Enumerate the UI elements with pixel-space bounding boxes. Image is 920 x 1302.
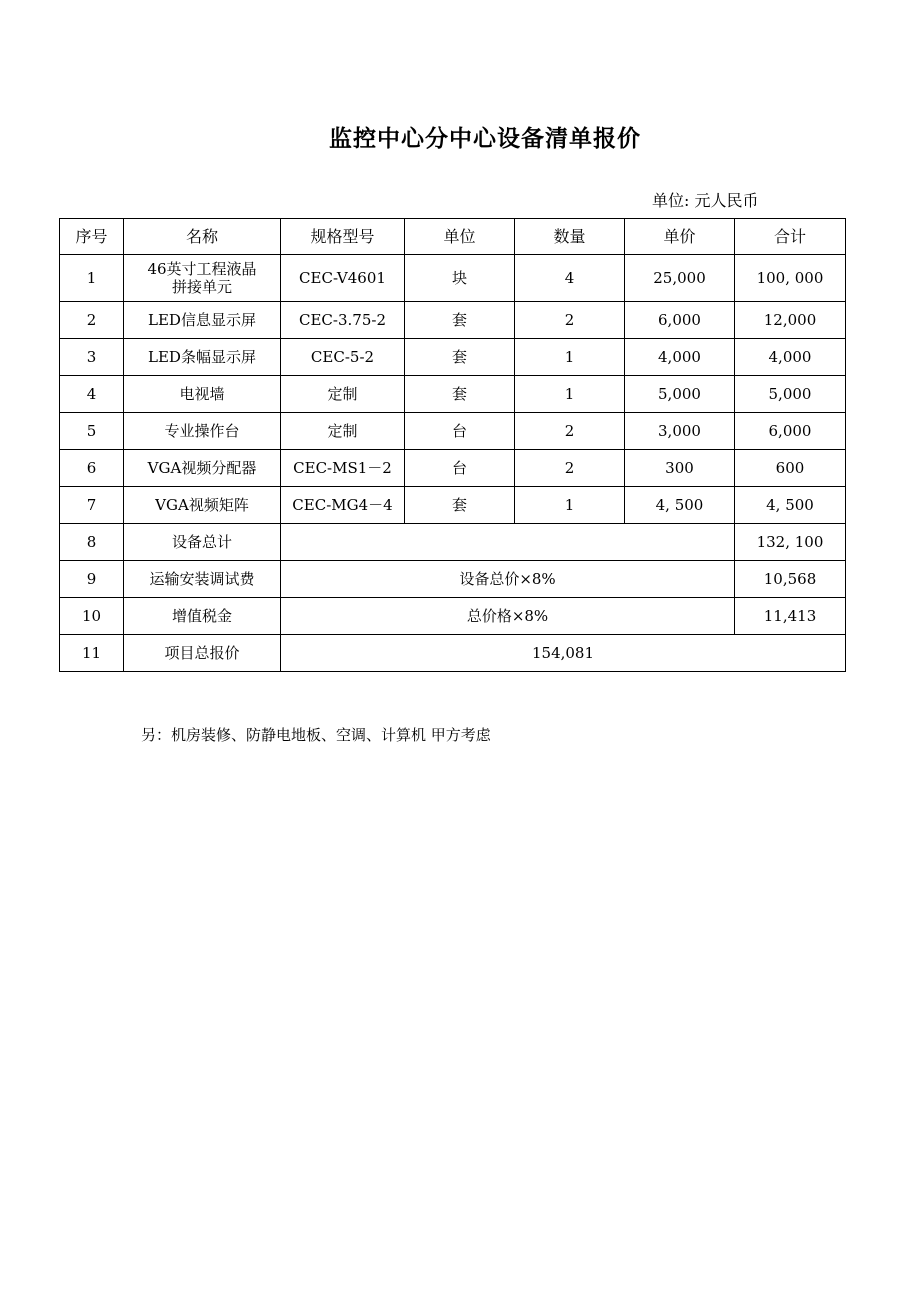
table-row (60, 487, 846, 524)
cell-index: 4 (60, 376, 124, 413)
table-row (60, 339, 846, 376)
cell-model: CEC-MS1－2 (281, 450, 405, 487)
cell-name-line2: 拼接单元 (171, 278, 232, 296)
grand-total-row (60, 635, 846, 672)
cell-index: 10 (60, 598, 124, 635)
cell-index: 7 (60, 487, 124, 524)
cell-unit: 块 (405, 255, 515, 302)
cell-total: 5,000 (735, 376, 846, 413)
header-total: 合计 (735, 219, 846, 255)
cell-total: 12,000 (735, 302, 846, 339)
cell-name: 增值税金 (124, 598, 281, 635)
currency-unit-note: 单位: 元人民币 (652, 191, 759, 210)
cell-unit-price: 300 (625, 450, 735, 487)
cell-index: 2 (60, 302, 124, 339)
cell-model: 定制 (281, 376, 405, 413)
cell-unit-price: 4,000 (625, 339, 735, 376)
cell-name: 电视墙 (124, 376, 281, 413)
table-row (60, 255, 846, 302)
summary-row-equipment-total (60, 524, 846, 561)
cell-total: 11,413 (735, 598, 846, 635)
cell-name: VGA视频矩阵 (124, 487, 281, 524)
cell-name: 运输安装调试费 (124, 561, 281, 598)
cell-index: 8 (60, 524, 124, 561)
cell-model: CEC-5-2 (281, 339, 405, 376)
header-index: 序号 (60, 219, 124, 255)
cell-unit: 套 (405, 302, 515, 339)
cell-formula: 总价格×8% (281, 598, 735, 635)
cell-name: 设备总计 (124, 524, 281, 561)
cell-total: 6,000 (735, 413, 846, 450)
cell-unit-price: 25,000 (625, 255, 735, 302)
header-unit: 单位 (405, 219, 515, 255)
cell-name: VGA视频分配器 (124, 450, 281, 487)
cell-quantity: 2 (515, 302, 625, 339)
cell-name: 项目总报价 (124, 635, 281, 672)
cell-total: 100, 000 (735, 255, 846, 302)
header-quantity: 数量 (515, 219, 625, 255)
quotation-table (59, 218, 846, 672)
cell-quantity: 4 (515, 255, 625, 302)
summary-row-installation-fee (60, 561, 846, 598)
cell-unit-price: 3,000 (625, 413, 735, 450)
cell-index: 1 (60, 255, 124, 302)
table-row (60, 450, 846, 487)
footnote: 另：机房装修、防静电地板、空调、计算机 甲方考虑 (141, 726, 491, 744)
cell-index: 6 (60, 450, 124, 487)
cell-unit: 台 (405, 413, 515, 450)
cell-total: 4,000 (735, 339, 846, 376)
cell-unit: 套 (405, 487, 515, 524)
table-row (60, 376, 846, 413)
table-row (60, 413, 846, 450)
cell-name: LED信息显示屏 (124, 302, 281, 339)
cell-total: 132, 100 (735, 524, 846, 561)
cell-unit-price: 6,000 (625, 302, 735, 339)
cell-quantity: 1 (515, 487, 625, 524)
document-title: 监控中心分中心设备清单报价 (329, 126, 641, 152)
cell-unit: 套 (405, 376, 515, 413)
cell-grand-total: 154,081 (281, 635, 846, 672)
header-unit-price: 单价 (625, 219, 735, 255)
header-model: 规格型号 (281, 219, 405, 255)
cell-quantity: 2 (515, 450, 625, 487)
cell-unit-price: 4, 500 (625, 487, 735, 524)
cell-quantity: 1 (515, 376, 625, 413)
table-row (60, 302, 846, 339)
cell-name-line1: 46英寸工程液晶 (147, 260, 257, 278)
cell-quantity: 2 (515, 413, 625, 450)
cell-index: 9 (60, 561, 124, 598)
cell-total: 600 (735, 450, 846, 487)
cell-unit: 台 (405, 450, 515, 487)
cell-model: CEC-V4601 (281, 255, 405, 302)
cell-total: 4, 500 (735, 487, 846, 524)
summary-row-vat (60, 598, 846, 635)
cell-model: CEC-3.75-2 (281, 302, 405, 339)
header-name: 名称 (124, 219, 281, 255)
cell-formula (281, 524, 735, 561)
cell-formula: 设备总价×8% (281, 561, 735, 598)
cell-unit-price: 5,000 (625, 376, 735, 413)
cell-model: 定制 (281, 413, 405, 450)
cell-quantity: 1 (515, 339, 625, 376)
cell-name: 专业操作台 (124, 413, 281, 450)
cell-total: 10,568 (735, 561, 846, 598)
cell-name: LED条幅显示屏 (124, 339, 281, 376)
cell-index: 5 (60, 413, 124, 450)
cell-unit: 套 (405, 339, 515, 376)
cell-name (124, 255, 281, 302)
cell-index: 11 (60, 635, 124, 672)
table-header-row (60, 219, 846, 255)
cell-index: 3 (60, 339, 124, 376)
cell-model: CEC-MG4－4 (281, 487, 405, 524)
